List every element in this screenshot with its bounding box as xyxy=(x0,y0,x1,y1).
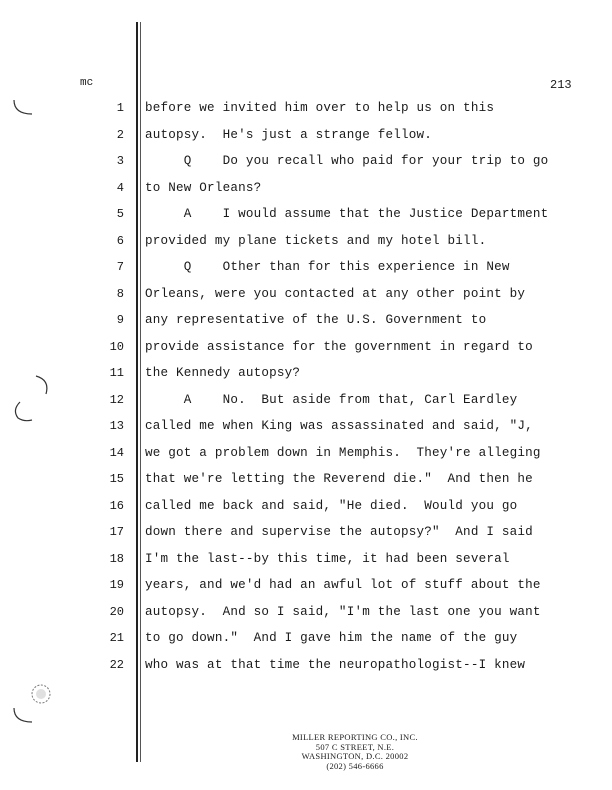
margin-rule xyxy=(136,22,138,762)
line-number: 2 xyxy=(116,128,124,142)
line-text: before we invited him over to help us on this xyxy=(145,101,495,115)
line-number: 4 xyxy=(116,181,124,195)
line-text: autopsy. And so I said, "I'm the last one you want xyxy=(145,605,541,619)
line-number: 8 xyxy=(116,287,124,301)
line-number: 1 xyxy=(116,101,124,115)
punch-hole-mark-bottom xyxy=(8,706,38,730)
punch-hole-mark-lower xyxy=(8,400,38,424)
line-text: to New Orleans? xyxy=(145,181,262,195)
line-text: called me back and said, "He died. Would you go xyxy=(145,499,518,513)
line-number: 17 xyxy=(109,525,124,539)
margin-rule-inner xyxy=(140,22,141,762)
line-text: years, and we'd had an awful lot of stuff about the xyxy=(145,578,541,592)
line-number: 16 xyxy=(109,499,124,513)
line-number: 20 xyxy=(109,605,124,619)
line-number: 3 xyxy=(116,154,124,168)
line-number: 13 xyxy=(109,419,124,433)
line-text: Orleans, were you contacted at any other point by xyxy=(145,287,526,301)
punch-hole-smudge xyxy=(26,680,56,708)
line-number: 15 xyxy=(109,472,124,486)
line-number: 11 xyxy=(109,366,124,380)
line-text: provided my plane tickets and my hotel bill. xyxy=(145,234,487,248)
line-number: 5 xyxy=(116,207,124,221)
line-text: down there and supervise the autopsy?" And I said xyxy=(145,525,533,539)
line-text: who was at that time the neuropathologist--I knew xyxy=(145,658,526,672)
punch-hole-mark-middle xyxy=(32,372,56,402)
line-number: 14 xyxy=(109,446,124,460)
line-text: provide assistance for the government in regard to xyxy=(145,340,533,354)
line-number: 21 xyxy=(109,631,124,645)
line-number: 18 xyxy=(109,552,124,566)
line-text: I'm the last--by this time, it had been several xyxy=(145,552,510,566)
footer-street: 507 C STREET, N.E. xyxy=(315,741,395,752)
footer-company: MILLER REPORTING CO., INC. xyxy=(292,732,418,742)
line-text: to go down." And I gave him the name of the guy xyxy=(145,631,518,645)
line-text: A No. But aside from that, Carl Eardley xyxy=(145,393,518,407)
line-number: 6 xyxy=(116,234,124,248)
line-text: called me when King was assassinated and said, "J, xyxy=(145,419,533,433)
reporter-initials: mc xyxy=(80,77,94,89)
line-text: Q Do you recall who paid for your trip to go xyxy=(145,154,549,168)
line-number: 12 xyxy=(109,393,124,407)
line-text: autopsy. He's just a strange fellow. xyxy=(145,128,433,142)
footer-phone: (202) 546-6666 xyxy=(326,760,384,771)
line-number: 19 xyxy=(109,578,124,592)
line-text: that we're letting the Reverend die." And then he xyxy=(145,472,533,486)
punch-hole-mark-top xyxy=(8,98,38,120)
line-number: 7 xyxy=(116,260,124,274)
line-text: A I would assume that the Justice Department xyxy=(145,207,549,221)
line-text: Q Other than for this experience in New xyxy=(145,260,510,274)
line-number: 9 xyxy=(116,313,124,327)
line-text: the Kennedy autopsy? xyxy=(145,366,301,380)
line-text: we got a problem down in Memphis. They're alleging xyxy=(145,446,541,460)
reporter-footer xyxy=(240,733,470,771)
line-number: 10 xyxy=(109,340,124,354)
page-number: 213 xyxy=(550,78,572,92)
line-text: any representative of the U.S. Government to xyxy=(145,313,487,327)
footer-city: WASHINGTON, D.C. 20002 xyxy=(301,751,409,761)
line-number: 22 xyxy=(109,658,124,672)
